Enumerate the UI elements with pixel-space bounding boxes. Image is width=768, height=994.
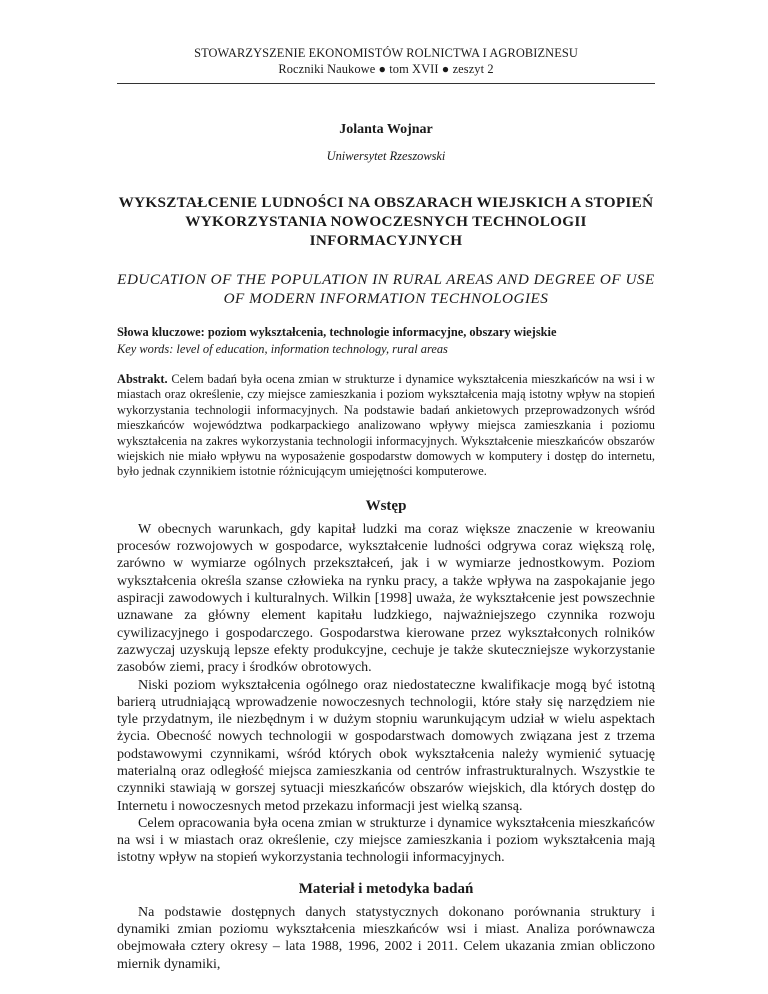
- paragraph: Na podstawie dostępnych danych statystycznych dokonano porównania struktury i dynamiki zmian poziomu wykształcenia mieszkańców wsi i miast. Analiza porównawcza obejmowała cztery okresy – lata 1988, 1996, 2002 i 2011. Celem ukazania zmian obliczono miernik dynamiki,: [117, 904, 655, 972]
- section-heading-methods: Materiał i metodyka badań: [298, 880, 474, 897]
- running-header: [117, 46, 655, 77]
- keywords-english: Key words: level of education, information technology, rural areas: [117, 342, 448, 356]
- author-name: Jolanta Wojnar: [339, 122, 433, 137]
- abstract: [117, 372, 655, 480]
- paragraph: Niski poziom wykształcenia ogólnego oraz niedostateczne kwalifikacje mogą być istotną barierą utrudniającą wprowadzenie nowoczesnych technologii, które stały się narzędziem nie tyle przydatnym, ile niezbędnym i w dużym stopniu warunkującym udział w wielu aspektach życia. Obecność nowych technologii w gospodarstwach domowych związana jest z trzema podstawowymi czynnikami, wśród których obok wykształcenia należy wymienić sytuację materialną oraz odległość miejsca zamieszkania od centrów infrastrukturalnych. Wszystkie te czynniki stawiają w gorszej sytuacji mieszkańców obszarów wiejskich, dla których dostęp do Internetu i nowoczesnych metod przekazu informacji jest wielką szansą.: [117, 677, 655, 814]
- paper-page: [117, 0, 655, 973]
- affiliation: Uniwersytet Rzeszowski: [326, 149, 446, 163]
- section-heading-intro: Wstęp: [365, 497, 407, 514]
- society-name: STOWARZYSZENIE EKONOMISTÓW ROLNICTWA I AGROBIZNESU: [194, 46, 578, 60]
- header-rule: [117, 83, 655, 84]
- title-english: EDUCATION OF THE POPULATION IN RURAL AREAS AND DEGREE OF USE OF MODERN INFORMATION TECHNOLOGIES: [117, 271, 655, 307]
- abstract-text: Celem badań była ocena zmian w strukturze i dynamice wykształcenia mieszkańców na wsi i w miastach oraz określenie, czy miejsce zamieszkania i poziom wykształcenia mają istotny wpływ na stopień wykorzystania technologii informacyjnych. Na podstawie badań ankietowych przeprowadzonych wśród mieszkańców województwa podkarpackiego analizowano wpływy miejsca zamieszkania i poziomu wykształcenia na zakres wykorzystania technologii informacyjnych. Wykształcenie mieszkańców obszarów wiejskich nie miało wpływu na wyposażenie gospodarstw domowych w komputery i dostęp do internetu, było jednak czynnikiem istotnie różnicującym umiejętności komputerowe.: [117, 372, 655, 479]
- abstract-label: Abstrakt.: [117, 372, 168, 386]
- keywords-polish: Słowa kluczowe: poziom wykształcenia, technologie informacyjne, obszary wiejskie: [117, 325, 557, 339]
- journal-info: Roczniki Naukowe ● tom XVII ● zeszyt 2: [278, 62, 494, 76]
- paragraph: W obecnych warunkach, gdy kapitał ludzki ma coraz większe znaczenie w kreowaniu procesów rozwojowych w gospodarce, wykształcenie ludności odgrywa coraz większą rolę, zarówno w wymiarze ogólnych przekształceń, jak i w wymiarze jednostkowym. Poziom wykształcenia określa szanse człowieka na rynku pracy, a także wpływa na zaspokajanie jego aspiracji zawodowych i kulturalnych. Wilkin [1998] uważa, że wykształcenie jest powszechnie uznawane za główny element kapitału ludzkiego, najważniejszego czynnika rozwoju cywilizacyjnego i gospodarczego. Gospodarstwa kierowane przez wykształconych rolników zazwyczaj uzyskują lepsze efekty produkcyjne, cechuje je także skuteczniejsze wykorzystanie zasobów ziemi, pracy i środków obrotowych.: [117, 521, 655, 676]
- paragraph: Celem opracowania była ocena zmian w strukturze i dynamice wykształcenia mieszkańców na wsi i w miastach oraz określenie, czy miejsce zamieszkania i poziom wykształcenia mają istotny wpływ na stopień wykorzystania technologii informacyjnych.: [117, 815, 655, 866]
- title-polish: WYKSZTAŁCENIE LUDNOŚCI NA OBSZARACH WIEJSKICH A STOPIEŃ WYKORZYSTANIA NOWOCZESNYCH TECHNOLOGII INFORMACYJNYCH: [118, 194, 654, 249]
